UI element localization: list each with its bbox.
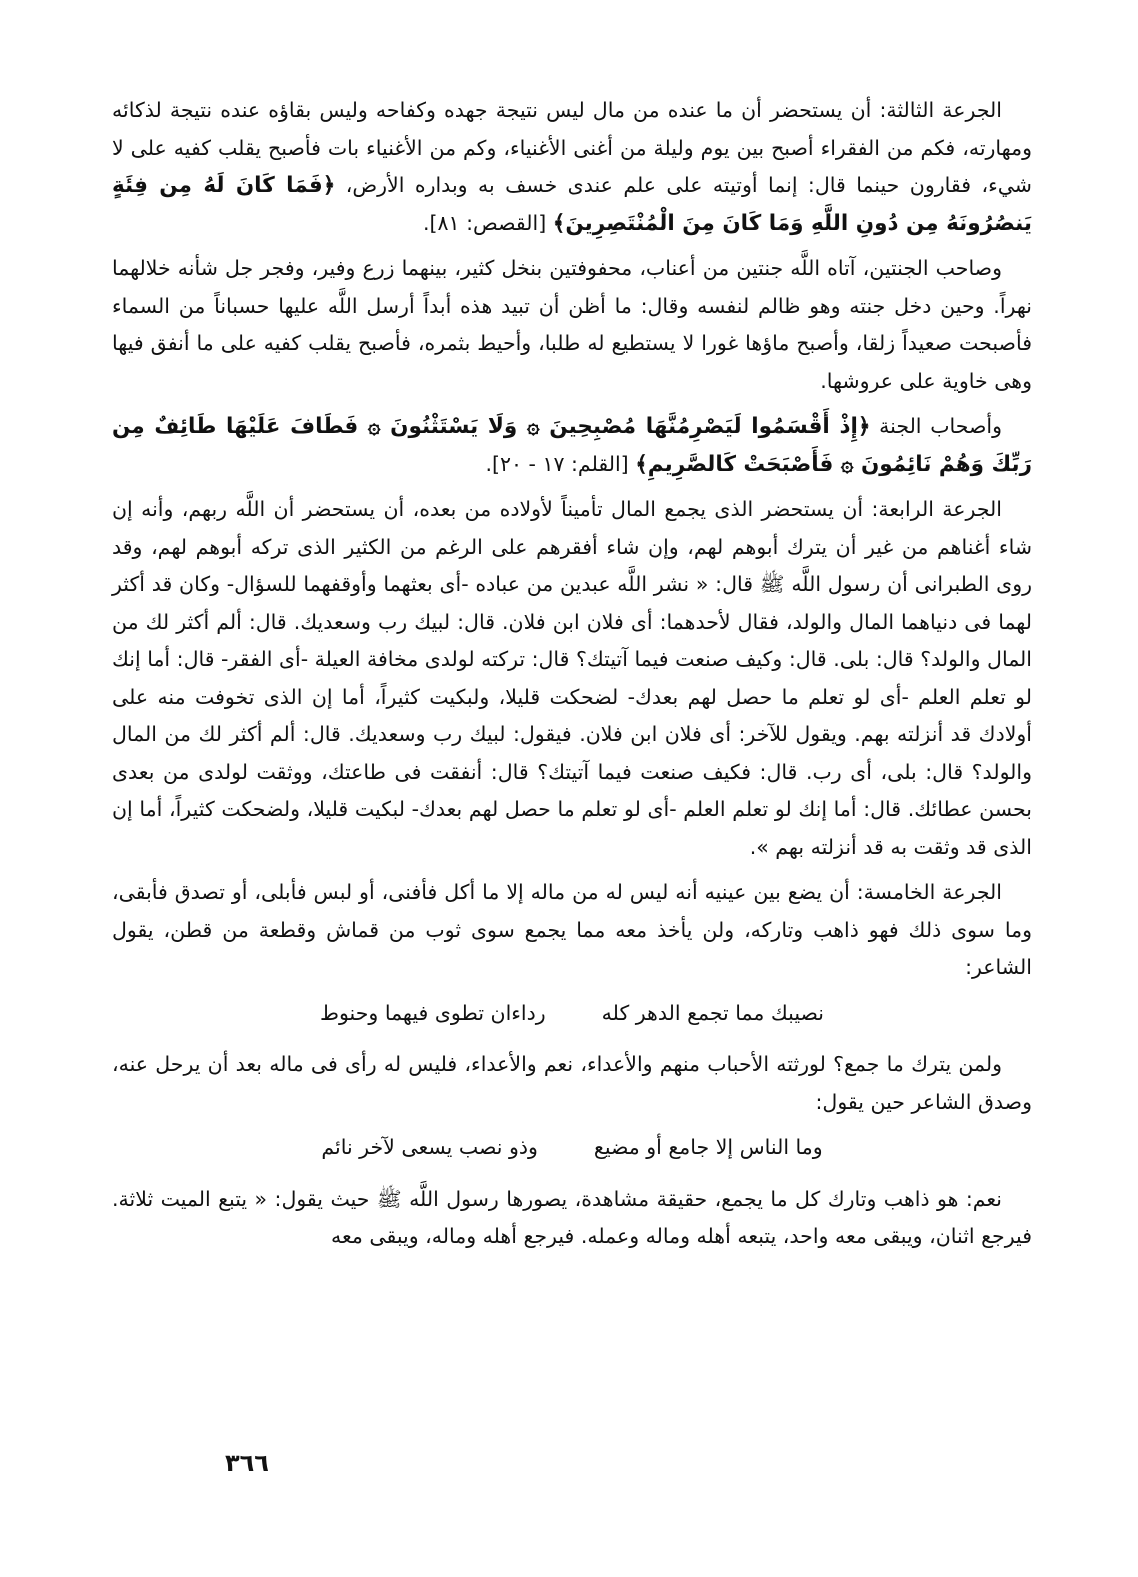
paragraph-text: ولمن يترك ما جمع؟ لورثته الأحباب منهم والأعداء، نعم والأعداء، فليس له رأى فى ماله بعد أن يرحل عنه، وصدق الشاعر حين يقول: — [112, 1052, 1032, 1114]
paragraph-garden-people — [112, 408, 1032, 483]
paragraph-third-dose — [112, 92, 1032, 242]
verse-second-hemistich: رداءان تطوى فيهما وحنوط — [320, 1000, 546, 1025]
verse-second-hemistich: وذو نصب يسعى لآخر نائم — [321, 1135, 538, 1159]
paragraph-fourth-dose — [112, 491, 1032, 866]
paragraph-text: الجرعة الرابعة: أن يستحضر الذى يجمع المال تأميناً لأولاده من بعده، أن يستحضر أن اللَّه ربهم، وأنه إن شاء أغناهم من غير أن يترك أبوهم لهم، وإن شاء أفقرهم على الرغم من الكثير الذى تركه أبوهم لهم، وقد روى الطبرانى أن رسول اللَّه ﷺ قال: « نشر اللَّه عبدين من عباده -أى بعثهما وأوقفهما للسؤال- وكان قد أكثر لهما فى دنياهما المال والولد، فقال لأحدهما: أى فلان ابن فلان. قال: لبيك رب وسعديك. قال: ألم أكثر لك من المال والولد؟ قال: بلى. قال: وكيف صنعت فيما آتيتك؟ قال: تركته لولدى مخافة العيلة -أى الفقر- قال: أما إنك لو تعلم العلم -أى لو تعلم ما حصل لهم بعدك- لضحكت قليلا، ولبكيت كثيراً، أما إن الذى تخوفت منه على أولادك قد أنزلته بهم. ويقول للآخر: أى فلان ابن فلان. فيقول: لبيك رب وسعديك. قال: ألم أكثر لك من المال والولد؟ قال: بلى، أى رب. قال: فكيف صنعت فيما آتيتك؟ قال: أنفقت فى طاعتك، ووثقت لولدى من بعدى بحسن عطائك. قال: أما إنك لو تعلم العلم -أى لو تعلم ما حصل لهم بعدك- لبكيت قليلا، ولضحكت كثيراً، أما إن الذى قد وثقت به قد أنزلته بهم ». — [112, 497, 1032, 859]
paragraph-heirs — [112, 1046, 1032, 1121]
page-number: ٣٦٦ — [225, 1449, 269, 1477]
paragraph-two-gardens — [112, 250, 1032, 400]
paragraph-text: نعم: هو ذاهب وتارك كل ما يجمع، حقيقة مشاهدة، يصورها رسول اللَّه ﷺ حيث يقول: « يتبع الميت ثلاثة. فيرجع اثنان، ويبقى معه واحد، يتبعه أهله وماله وعمله. فيرجع أهله وماله، ويبقى معه — [112, 1186, 1032, 1248]
paragraph-text: الجرعة الثالثة: أن يستحضر أن ما عنده من مال ليس نتيجة جهده وكفاحه وليس بقاؤه عنده نتيجة لذكائه ومهارته، فكم من الفقراء أصبح بين يوم وليلة من أغنى الأغنياء، وكم من الأغنياء بات فأصبح يقلب كفيه على لا شيء، فقارون حينما قال: إنما أوتيته على علم عندى خسف به وبداره الأرض، — [112, 98, 1032, 197]
paragraph-fifth-dose — [112, 874, 1032, 987]
quran-reference: [القلم: ١٧ - ٢٠]. — [485, 451, 629, 476]
paragraph-hadith-dead — [112, 1181, 1032, 1256]
quran-verse-al-qalam: ﴿إِذْ أَقْسَمُوا لَيَصْرِمُنَّهَا مُصْبِحِينَ ۞ وَلَا يَسْتَثْنُونَ ۞ فَطَافَ عَلَيْهَا طَائِفٌ مِن رَبِّكَ وَهُمْ نَائِمُونَ ۞ فَأَصْبَحَتْ كَالصَّرِيمِ﴾ — [112, 414, 1032, 477]
paragraph-text: وصاحب الجنتين، آتاه اللَّه جنتين من أعناب، محفوفتين بنخل كثير، بينهما زرع وفير، وفجر جل شأنه خلالهما نهراً. وحين دخل جنته وهو ظالم لنفسه وقال: ما أظن أن تبيد هذه أبداً أرسل اللَّه عليها حسباناً من السماء فأصبحت صعيداً زلقا، وأصبح ماؤها غورا لا يستطيع له طلبا، وأحيط بثمره، فأصبح يقلب كفيه على ما أنفق فيها وهى خاوية على عروشها. — [112, 256, 1032, 393]
verse-first-hemistich: نصيبك مما تجمع الدهر كله — [601, 1000, 825, 1025]
poem-verse-2 — [112, 1129, 1032, 1167]
verse-first-hemistich: وما الناس إلا جامع أو مضيع — [593, 1135, 823, 1159]
book-page — [112, 92, 1032, 1522]
quran-verse-al-qasas: ﴿فَمَا كَانَ لَهُ مِن فِئَةٍ يَنصُرُونَهُ مِن دُونِ اللَّهِ وَمَا كَانَ مِنَ الْمُنْتَصِرِينَ﴾ — [112, 173, 1032, 236]
paragraph-text: الجرعة الخامسة: أن يضع بين عينيه أنه ليس له من ماله إلا ما أكل فأفنى، أو لبس فأبلى، أو تصدق فأبقى، وما سوى ذلك فهو ذاهب وتاركه، ولن يأخذ معه مما يجمع سوى ثوب من قماش وقطعة من قطن، يقول الشاعر: — [112, 880, 1032, 979]
quran-reference: [القصص: ٨١]. — [423, 210, 547, 235]
paragraph-lead: وأصحاب الجنة — [879, 414, 1002, 438]
poem-verse-1 — [112, 995, 1032, 1033]
